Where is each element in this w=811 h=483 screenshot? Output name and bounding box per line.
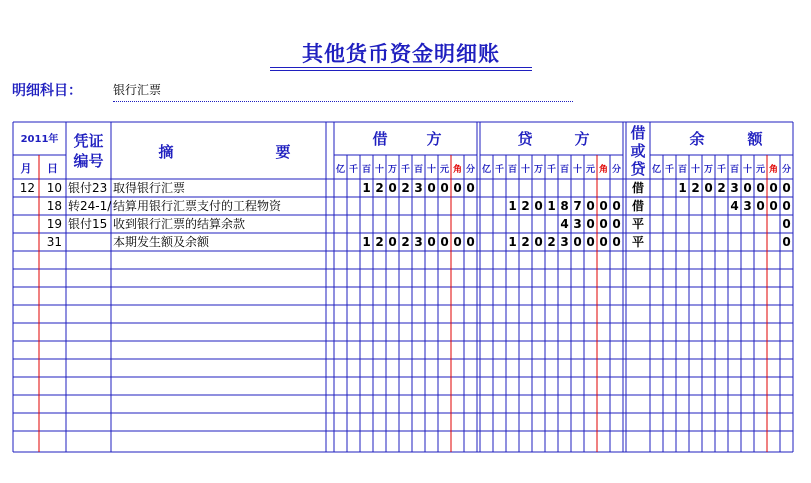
- row-balance-digit: 3: [743, 199, 752, 213]
- row-balance-digit: 0: [704, 181, 713, 195]
- row-debit-digit: 2: [375, 235, 384, 249]
- digit-header: 分: [781, 165, 792, 175]
- digit-header: 千: [400, 165, 411, 175]
- row-credit-digit: 3: [560, 235, 569, 249]
- row-credit-digit: 2: [547, 235, 556, 249]
- row-credit-digit: 0: [573, 235, 582, 249]
- digit-header: 角: [452, 165, 463, 175]
- digit-header: 千: [348, 165, 359, 175]
- month-label: 月: [20, 162, 32, 175]
- row-summary: 本期发生额及余额: [113, 235, 210, 249]
- row-direction: 平: [631, 217, 645, 231]
- row-credit-digit: 0: [586, 199, 595, 213]
- row-balance-digit: 0: [769, 181, 778, 195]
- row-credit-digit: 0: [534, 235, 543, 249]
- row-debit-digit: 0: [427, 235, 436, 249]
- row-summary: 取得银行汇票: [113, 181, 186, 195]
- row-debit-digit: 0: [466, 181, 475, 195]
- digit-header: 亿: [481, 165, 492, 175]
- row-credit-digit: 2: [521, 235, 530, 249]
- row-credit-digit: 4: [560, 217, 569, 231]
- subject-value: 银行汇票: [113, 83, 162, 97]
- credit-label: 贷: [517, 130, 533, 148]
- digit-header: 亿: [335, 165, 346, 175]
- row-debit-digit: 1: [362, 235, 371, 249]
- row-balance-digit: 2: [691, 181, 700, 195]
- row-debit-digit: 1: [362, 181, 371, 195]
- row-debit-digit: 0: [388, 235, 397, 249]
- row-credit-digit: 1: [508, 235, 517, 249]
- digit-header: 角: [598, 165, 609, 175]
- row-balance-digit: 0: [756, 199, 765, 213]
- row-balance-digit: 3: [730, 181, 739, 195]
- row-direction: 平: [631, 235, 645, 249]
- digit-header: 十: [690, 165, 701, 175]
- row-balance-digit: 0: [743, 181, 752, 195]
- digit-header: 百: [507, 165, 518, 175]
- row-credit-digit: 2: [521, 199, 530, 213]
- digit-header: 元: [439, 165, 450, 175]
- row-credit-digit: 0: [534, 199, 543, 213]
- digit-header: 千: [546, 165, 557, 175]
- row-credit-digit: 0: [586, 235, 595, 249]
- row-voucher: 银付15: [68, 217, 108, 231]
- digit-header: 千: [494, 165, 505, 175]
- digit-header: 百: [361, 165, 372, 175]
- voucher-label-2: 编号: [73, 152, 104, 170]
- digit-header: 万: [387, 165, 398, 175]
- year-label: 2011年: [20, 134, 59, 145]
- row-balance-digit: 0: [782, 217, 791, 231]
- row-credit-digit: 0: [612, 217, 621, 231]
- row-debit-digit: 0: [453, 235, 462, 249]
- voucher-label: 凭证: [73, 132, 104, 150]
- digit-header: 元: [755, 165, 766, 175]
- row-voucher: 转24-1/: [68, 199, 112, 213]
- summary-label-2: 要: [275, 143, 291, 161]
- row-credit-digit: 1: [508, 199, 517, 213]
- row-voucher: 银付23: [68, 181, 108, 195]
- row-debit-digit: 2: [375, 181, 384, 195]
- digit-header: 十: [572, 165, 583, 175]
- row-credit-digit: 0: [599, 217, 608, 231]
- row-direction: 借: [631, 199, 645, 213]
- row-debit-digit: 0: [466, 235, 475, 249]
- row-day: 10: [46, 181, 62, 195]
- row-credit-digit: 1: [547, 199, 556, 213]
- balance-label-2: 额: [747, 130, 763, 148]
- digit-header: 千: [716, 165, 727, 175]
- row-credit-digit: 0: [612, 235, 621, 249]
- row-debit-digit: 3: [414, 181, 423, 195]
- day-label: 日: [47, 162, 58, 175]
- row-balance-digit: 1: [678, 181, 687, 195]
- debit-label-2: 方: [426, 130, 442, 148]
- digit-header: 十: [426, 165, 437, 175]
- balance-label: 余: [689, 130, 705, 148]
- summary-label: 摘: [158, 143, 174, 161]
- row-debit-digit: 0: [440, 235, 449, 249]
- row-credit-digit: 0: [586, 217, 595, 231]
- digit-header: 百: [677, 165, 688, 175]
- row-balance-digit: 0: [782, 235, 791, 249]
- row-credit-digit: 0: [599, 235, 608, 249]
- digit-header: 万: [703, 165, 714, 175]
- digit-header: 十: [520, 165, 531, 175]
- row-balance-digit: 0: [756, 181, 765, 195]
- row-day: 19: [46, 217, 62, 231]
- direction-label-3: 贷: [630, 160, 646, 178]
- row-debit-digit: 0: [388, 181, 397, 195]
- row-debit-digit: 3: [414, 235, 423, 249]
- digit-header: 分: [465, 165, 476, 175]
- row-balance-digit: 0: [782, 199, 791, 213]
- direction-label-2: 或: [630, 142, 646, 160]
- digit-header: 万: [533, 165, 544, 175]
- row-credit-digit: 0: [612, 199, 621, 213]
- row-credit-digit: 8: [560, 199, 569, 213]
- digit-header: 百: [559, 165, 570, 175]
- digit-header: 十: [374, 165, 385, 175]
- digit-header: 千: [664, 165, 675, 175]
- digit-header: 分: [611, 165, 622, 175]
- digit-header: 角: [768, 165, 779, 175]
- row-credit-digit: 0: [599, 199, 608, 213]
- row-debit-digit: 0: [440, 181, 449, 195]
- row-debit-digit: 2: [401, 235, 410, 249]
- debit-label: 借: [372, 130, 388, 148]
- row-debit-digit: 2: [401, 181, 410, 195]
- row-debit-digit: 0: [427, 181, 436, 195]
- row-summary: 结算用银行汇票支付的工程物资: [113, 199, 282, 213]
- row-balance-digit: 2: [717, 181, 726, 195]
- credit-label-2: 方: [574, 130, 590, 148]
- direction-label: 借: [630, 124, 646, 142]
- ledger-title: 其他货币资金明细账: [302, 42, 500, 66]
- digit-header: 百: [729, 165, 740, 175]
- row-balance-digit: 0: [769, 199, 778, 213]
- row-direction: 借: [631, 181, 645, 195]
- row-day: 31: [46, 235, 62, 249]
- row-debit-digit: 0: [453, 181, 462, 195]
- row-month: 12: [19, 181, 35, 195]
- row-credit-digit: 7: [573, 199, 582, 213]
- row-day: 18: [46, 199, 62, 213]
- digit-header: 十: [742, 165, 753, 175]
- subject-label: 明细科目：: [12, 83, 82, 99]
- digit-header: 亿: [651, 165, 662, 175]
- digit-header: 元: [585, 165, 596, 175]
- row-credit-digit: 3: [573, 217, 582, 231]
- digit-header: 百: [413, 165, 424, 175]
- row-balance-digit: 4: [730, 199, 739, 213]
- row-summary: 收到银行汇票的结算余款: [113, 217, 246, 231]
- row-balance-digit: 0: [782, 181, 791, 195]
